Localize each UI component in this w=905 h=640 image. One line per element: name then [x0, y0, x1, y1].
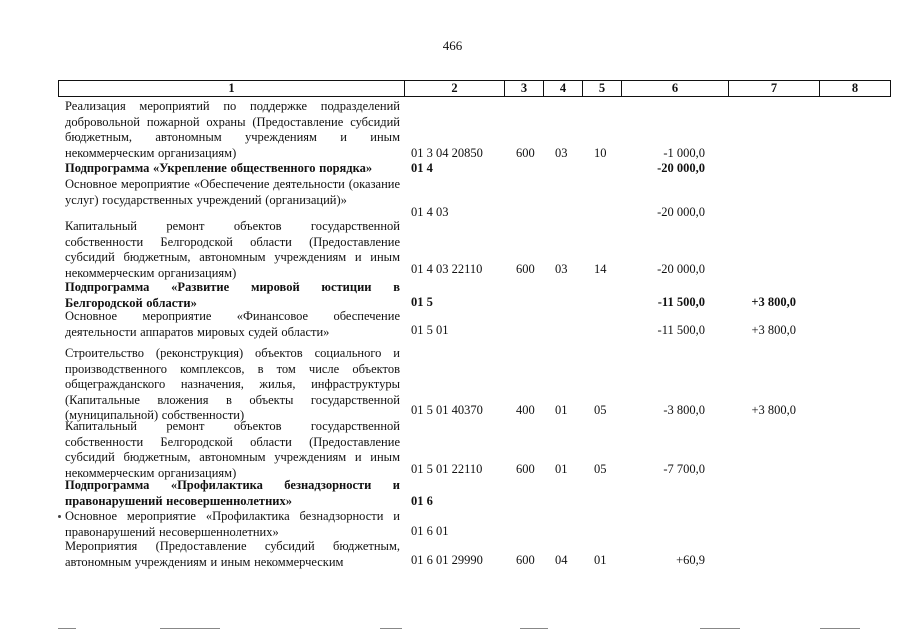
row-section: 01 — [555, 403, 568, 417]
row-amount-secondary: +3 800,0 — [751, 403, 796, 417]
row-subsection: 10 — [594, 146, 607, 160]
row-code: 01 6 01 29990 — [411, 553, 483, 567]
column-header-7: 7 — [729, 81, 820, 97]
column-header-3: 3 — [505, 81, 544, 97]
column-header-1: 1 — [59, 81, 405, 97]
row-code: 01 6 01 — [411, 524, 449, 538]
row-amount: -11 500,0 — [657, 323, 705, 337]
row-code: 01 4 — [411, 161, 433, 175]
row-section: 04 — [555, 553, 568, 567]
row-description: Строительство (реконструкция) объектов социального и производственного комплексов, в том числе объектов общегражданского назначения, жилья, инфраструктуры (Капитальные вложения в объекты государственной (муниципальной) собственности) — [65, 346, 400, 423]
row-amount: +60,9 — [676, 553, 705, 567]
row-code: 01 4 03 — [411, 205, 449, 219]
row-section: 03 — [555, 146, 568, 160]
row-expense-type: 600 — [516, 462, 535, 476]
column-header-8: 8 — [820, 81, 891, 97]
scan-speck — [58, 515, 61, 518]
row-description: Подпрограмма «Профилактика безнадзорности и правонарушений несовершеннолетних» — [65, 478, 400, 508]
row-description: Мероприятия (Предоставление субсидий бюджетным, автономным учреждениям и иным некоммерческим — [65, 539, 400, 569]
row-section: 01 — [555, 462, 568, 476]
row-expense-type: 600 — [516, 146, 535, 160]
row-amount: -11 500,0 — [657, 295, 705, 309]
row-subsection: 05 — [594, 462, 607, 476]
column-header-5: 5 — [583, 81, 622, 97]
page-number: 466 — [442, 38, 463, 53]
row-expense-type: 600 — [516, 553, 535, 567]
row-description: Реализация мероприятий по поддержке подразделений добровольной пожарной охраны (Предоставление субсидий бюджетным, автономным учреждениям и иным некоммерческим организациям) — [65, 99, 400, 160]
row-description: Подпрограмма «Развитие мировой юстиции в Белгородской области» — [65, 280, 400, 310]
row-code: 01 3 04 20850 — [411, 146, 483, 160]
row-code: 01 4 03 22110 — [411, 262, 483, 276]
row-amount: -7 700,0 — [663, 462, 705, 476]
column-header-4: 4 — [544, 81, 583, 97]
row-amount: -20 000,0 — [657, 205, 705, 219]
scan-edge-mark — [380, 628, 402, 629]
scan-edge-mark — [700, 628, 740, 629]
row-code: 01 5 — [411, 295, 433, 309]
row-code: 01 5 01 — [411, 323, 449, 337]
row-subsection: 01 — [594, 553, 607, 567]
column-header-6: 6 — [622, 81, 729, 97]
row-amount: -20 000,0 — [657, 262, 705, 276]
row-subsection: 14 — [594, 262, 607, 276]
row-code: 01 6 — [411, 494, 433, 508]
scan-edge-mark — [160, 628, 220, 629]
row-description: Основное мероприятие «Обеспечение деятельности (оказание услуг) государственных учреждений (организаций)» — [65, 177, 400, 207]
row-description: Капитальный ремонт объектов государственной собственности Белгородской области (Предоставление субсидий бюджетным, автономным учреждениям и иным некоммерческим организациям) — [65, 419, 400, 480]
row-expense-type: 400 — [516, 403, 535, 417]
row-amount-secondary: +3 800,0 — [751, 323, 796, 337]
row-description: Капитальный ремонт объектов государственной собственности Белгородской области (Предоставление субсидий бюджетным, автономным учреждениям и иным некоммерческим организациям) — [65, 219, 400, 280]
row-section: 03 — [555, 262, 568, 276]
row-code: 01 5 01 40370 — [411, 403, 483, 417]
row-description: Подпрограмма «Укрепление общественного порядка» — [65, 161, 373, 175]
row-amount: -3 800,0 — [663, 403, 705, 417]
row-amount: -1 000,0 — [663, 146, 705, 160]
row-amount: -20 000,0 — [657, 161, 705, 175]
column-header-2: 2 — [405, 81, 505, 97]
row-subsection: 05 — [594, 403, 607, 417]
row-description: Основное мероприятие «Финансовое обеспечение деятельности аппаратов мировых судей области» — [65, 309, 400, 339]
scan-edge-mark — [58, 628, 76, 629]
row-description: Основное мероприятие «Профилактика безнадзорности и правонарушений несовершеннолетних» — [65, 509, 400, 539]
row-expense-type: 600 — [516, 262, 535, 276]
scan-edge-mark — [820, 628, 860, 629]
row-code: 01 5 01 22110 — [411, 462, 483, 476]
scan-edge-mark — [520, 628, 548, 629]
row-amount-secondary: +3 800,0 — [751, 295, 796, 309]
